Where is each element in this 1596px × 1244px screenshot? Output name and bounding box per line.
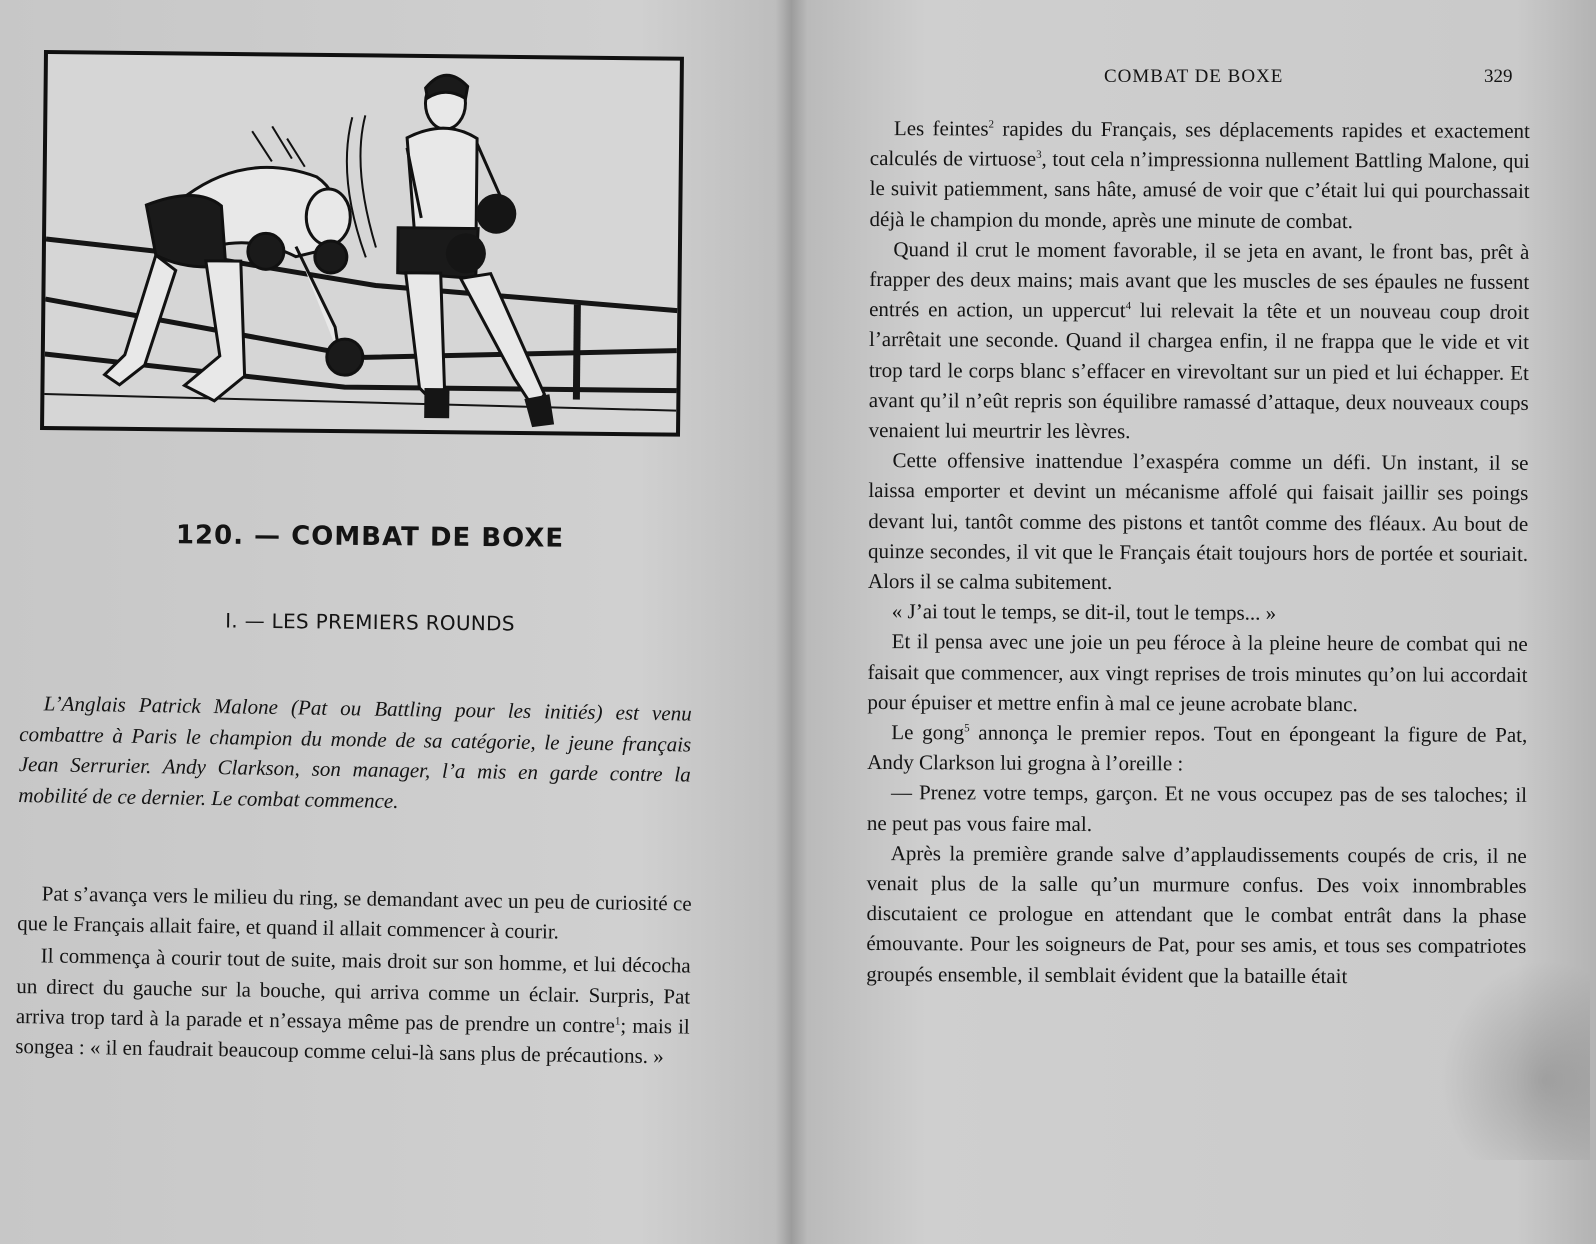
text-segment: Le gong xyxy=(891,720,965,745)
section-title: I. — LES PREMIERS ROUNDS xyxy=(225,608,515,636)
body-paragraph: « J’ai tout le temps, se dit-il, tout le temps... » xyxy=(891,599,1277,626)
right-page-body xyxy=(866,113,1530,992)
body-paragraph: Après la première grande salve d’applaudissements coupés de cris, il ne venait plus de la salle qu’un murmure confus. Des voix innombrables discutaient ce prologue en attendant que le combat entrât dans la phase émouvante. Pour les soigneurs de Pat, pour ses amis, et tous ses compatriotes groupés ensemble, il semblait évident que la bataille était xyxy=(866,840,1527,988)
intro-paragraph: L’Anglais Patrick Malone (Pat ou Battling pour les initiés) est venu combattre à Paris le champion du monde de sa catégorie, le jeune français Jean Serrurier. Andy Clarkson, son manager, l’a mis en garde contre la mobilité de ce dernier. Le combat commence. xyxy=(18,691,692,813)
text-segment: ; mais il songea : « il en faudrait beaucoup comme celui-là sans plus de précautions. » xyxy=(15,1013,690,1069)
footnote-marker: 3 xyxy=(1036,148,1042,161)
chapter-title: 120. — COMBAT DE BOXE xyxy=(175,520,565,554)
page-number: 329 xyxy=(1484,66,1513,87)
boxing-match-icon xyxy=(44,54,680,433)
text-segment: Les feintes xyxy=(893,116,989,141)
body-paragraph: Cette offensive inattendue l’exaspéra comme un défi. Un instant, il se laissa emporter et devint un mécanisme affolé qui faisait jaillir ses poings devant lui, tantôt comme des pistons et tantôt comme des fléaux. Au bout de quinze secondes, il vit que le Français était toujours hors de portée et souriait. Alors il se calma subitement. xyxy=(867,448,1529,595)
body-paragraph: — Prenez votre temps, garçon. Et ne vous occupez pas de ses taloches; il ne peut pas vous faire mal. xyxy=(866,780,1528,836)
footnote-marker: 2 xyxy=(988,118,995,131)
left-page xyxy=(0,0,790,1244)
text-segment: Il commença à courir tout de suite, mais droit sur son homme, et lui décocha un direct du gauche sur la bouche, qui arriva comme un éclair. Surpris, Pat arriva trop tard à la parade et n’essaya même pas de prendre un contre xyxy=(15,943,691,1038)
footnote-marker: 5 xyxy=(964,722,970,735)
boxing-match-illustration xyxy=(40,50,684,437)
body-paragraph xyxy=(867,717,1527,780)
running-head: COMBAT DE BOXE xyxy=(1104,66,1284,87)
footnote-marker: 1 xyxy=(614,1015,621,1028)
text-segment: annonça le premier repos. Tout en épongeant la figure de Pat, Andy Clarkson lui grogna à l’oreille : xyxy=(867,720,1528,776)
footnote-marker: 4 xyxy=(1125,300,1132,313)
text-segment: lui relevait la tête et un nouveau coup droit l’arrêtait une seconde. Quand il chargea enfin, il ne frappa que le vide et vit trop tard le corps blanc s’effacer en virevoltant sur un pied et lui échapper. Et avant qu’il n’eût repris son équilibre ramassé d’attaque, deux nouveaux coups venaient lui meurtrir les lèvres. xyxy=(868,298,1530,444)
body-paragraph: Pat s’avança vers le milieu du ring, se demandant avec un peu de curiosité ce que le Français allait faire, et quand il allait commencer à courir. xyxy=(17,881,692,944)
body-paragraph xyxy=(869,113,1530,237)
body-paragraph xyxy=(15,940,691,1071)
text-segment: , tout cela n’impressionna nullement Battling Malone, qui le suivit patiemment, sans hâte, amusé de voir que c’était lui qui pourchassait déjà le champion du monde, après une minute de combat. xyxy=(869,146,1530,233)
body-paragraph xyxy=(869,234,1530,448)
text-segment: Quand il crut le moment favorable, il se jeta en avant, le front bas, prêt à frapper des deux mains; mais avant que les muscles de ses épaules ne fussent entrés en action, un uppercut xyxy=(869,236,1530,323)
text-segment: rapides du Français, ses déplacements rapides et exactement calculés de virtuose xyxy=(869,116,1530,171)
body-paragraph: Et il pensa avec une joie un peu féroce à la pleine heure de combat qui ne faisait que commencer, aux vingt reprises de trois minutes qu’on lui accordait pour épuiser et mettre enfin à mal ce jeune acrobate blanc. xyxy=(867,629,1528,716)
left-page-body xyxy=(15,878,692,1072)
page-smudge xyxy=(1440,960,1590,1160)
chapter-intro xyxy=(18,688,692,821)
